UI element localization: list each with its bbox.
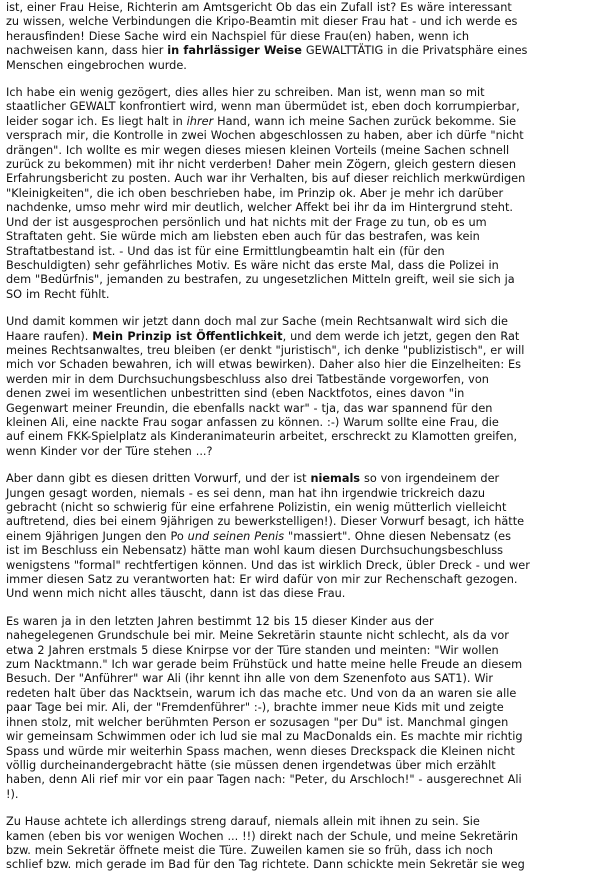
text-line [6, 100, 600, 114]
paragraph [6, 815, 600, 873]
text-run: Spass und würde mir weiterhin Spass machen, wenn dieses Dreckspack die Kleinen nicht [6, 744, 515, 758]
text-run: nahegelegenen Grundschule bei mir. Meine Sekretärin staunte nicht schlecht, als da vor [6, 629, 509, 643]
text-line [6, 472, 600, 486]
text-line [6, 445, 600, 459]
text-run: etwa 2 Jahren erstmals 5 diese Knirpse vor der Türe standen und meinten: "Wir wollen [6, 643, 499, 657]
text-line [6, 515, 600, 529]
text-line [6, 644, 600, 658]
text-line [6, 115, 600, 129]
text-run: werden mir in dem Durchsuchungsbeschluss also drei Tatbestände vorgeworfen, von [6, 372, 489, 386]
text-run: !). [6, 787, 19, 801]
text-line [6, 201, 600, 215]
text-run: gebracht (nicht so schwierig für eine erfahrene Polizistin, ein wenig mütterlich vielleicht [6, 501, 507, 514]
text-run: versprach mir, die Kontrolle in zwei Wochen abgeschlossen zu haben, aber ich dürfe "nicht [6, 129, 524, 143]
text-run: Hand, wann ich meine Sachen zurück bekomme. Sie [213, 114, 517, 128]
paragraph [6, 472, 600, 602]
text-line [6, 788, 600, 802]
text-run: einem 9jährigen Jungen den Po [6, 529, 188, 543]
text-line [6, 701, 600, 715]
text-run: GEWALTTÄTIG in die Privatsphäre eines [301, 44, 528, 58]
text-run: Besuch. Der "Anführer" war Ali (ihr kennt ihn alle von dem Szenenfoto aus SAT1). Wir [6, 672, 494, 686]
text-line [6, 658, 600, 672]
text-line [6, 358, 600, 372]
text-line [6, 487, 600, 501]
text-run: Straftaten geht. Sie würde mich am liebsten eben auch für das bestrafen, was kein [6, 230, 480, 244]
text-line [6, 559, 600, 573]
text-run: völlig durcheinandergebracht hätte (sie müssen denen irgendetwas über mich erzählt [6, 758, 496, 772]
text-run: redeten halt über das Nacktsein, warum ich das mache etc. Und von da an waren sie alle [6, 686, 517, 700]
text-run: nachweisen kann, dass hier [6, 44, 168, 58]
text-line [6, 288, 600, 302]
text-line [6, 30, 600, 44]
text-run: Es waren ja in den letzten Jahren bestimmt 12 bis 15 dieser Kinder aus der [6, 614, 434, 628]
text-run: auf einem FKK-Spielplatz als Kinderanimateurin arbeitet, erschreckt zu Klamotten greifen, [6, 430, 518, 444]
text-line [6, 245, 600, 259]
text-line [6, 158, 600, 172]
text-line [6, 629, 600, 643]
text-run: Aber dann gibt es diesen dritten Vorwurf, und der ist [6, 472, 311, 486]
text-run: meines Rechtsanwaltes, treu bleiben (er denkt "juristisch", ich denke "publizistisch", er will [6, 343, 525, 357]
text-run: Und wenn mich nicht alles täuscht, dann ist das diese Frau. [6, 587, 346, 601]
text-line [6, 687, 600, 701]
text-line [6, 745, 600, 759]
bold-text: niemals [310, 472, 361, 486]
text-run: wenigstens "formal" rechtfertigen können. Und das ist wirklich Dreck, übler Dreck - und wer [6, 558, 530, 572]
text-run: auftretend, dies bei einem 9jährigen zu bewerkstelligen!). Dieser Vorwurf besagt, ich hätte [6, 515, 525, 529]
text-run: Haare raufen). [6, 329, 93, 343]
text-run: Menschen eingebrochen wurde. [6, 58, 187, 72]
text-line [6, 373, 600, 387]
text-line [6, 501, 600, 515]
text-run: zu wissen, welche Verbindungen die Kripo-Beamtin mit dieser Frau hat - und ich werde es [6, 15, 518, 29]
text-line [6, 315, 600, 329]
text-line [6, 587, 600, 601]
paragraph [6, 615, 600, 802]
text-line [6, 844, 600, 858]
italic-text: ihrer [186, 114, 214, 128]
text-run: wenn Kinder vor der Türe stehen ...? [6, 444, 213, 458]
text-line [6, 544, 600, 558]
text-line [6, 815, 600, 829]
paragraph [6, 1, 600, 73]
text-line [6, 730, 600, 744]
text-run: schlief bzw. mich gerade im Bad für den Tag richtete. Dann schickte mein Sekretär sie weg [6, 858, 525, 872]
text-line [6, 129, 600, 143]
text-run: , und dem werde ich jetzt, gegen den Rat [282, 329, 520, 343]
text-line [6, 15, 600, 29]
text-line [6, 430, 600, 444]
text-run: Gegenwart meiner Freundin, die ebenfalls nackt war" - tja, das war spannend für den [6, 401, 493, 415]
text-line [6, 573, 600, 587]
bold-text: in fahrlässiger Weise [167, 44, 302, 58]
text-line [6, 344, 600, 358]
text-run: kleinen Ali, eine nackte Frau sogar anfassen zu können. :-) Warum sollte eine Frau, die [6, 415, 499, 429]
text-line [6, 144, 600, 158]
text-run: ist im Beschluss ein Nebensatz) hätte man wohl kaum diesen Durchsuchungsbeschluss [6, 544, 504, 558]
text-run: "Kleinigkeiten", die ich oben beschrieben habe, im Prinzip ok. Aber je mehr ich darüber [6, 186, 504, 200]
text-line [6, 330, 600, 344]
text-run: Und der ist ausgesprochen persönlich und hat nichts mit der Frage zu tun, ob es um [6, 215, 487, 229]
text-run: leider sogar ich. Es liegt halt in [6, 114, 187, 128]
text-line [6, 402, 600, 416]
text-run: dem "Bedürfnis", jemanden zu bestrafen, zu ungesetzlichen Mitteln greift, weil sie sich ja [6, 273, 515, 287]
text-run: wir gemeinsam Schwimmen oder ich lud sie mal zu MacDonalds ein. Es machte mir richtig [6, 730, 523, 744]
text-line [6, 273, 600, 287]
text-line [6, 172, 600, 186]
text-line [6, 44, 600, 58]
text-line [6, 773, 600, 787]
text-line [6, 858, 600, 872]
italic-text: und seinen Penis [187, 529, 285, 543]
text-line [6, 830, 600, 844]
text-line [6, 672, 600, 686]
text-run: SO im Recht fühlt. [6, 287, 110, 301]
text-line [6, 416, 600, 430]
text-run: Beschuldigten) sehr gefährliches Motiv. Es wäre nicht das erste Mal, dass die Polizei in [6, 258, 499, 272]
text-run: herausfinden! Diese Sache wird ein Nachspiel für diese Frau(en) haben, wenn ich [6, 29, 470, 43]
bold-text: Mein Prinzip ist Öffentlichkeit [92, 329, 283, 343]
text-run: mich vor Schaden bewahren, ich will etwas bewirken). Daher also hier die Einzelheiten: Es [6, 358, 522, 372]
text-run: Straftatbestand ist. - Und das ist für eine Ermittlungbeamtin halt ein (für den [6, 244, 445, 258]
text-run: denen zwei im wesentlichen unbestritten sind (eben Nacktfotos, eines davon "in [6, 387, 465, 401]
text-line [6, 387, 600, 401]
text-run: staatlicher GEWALT konfrontiert wird, wenn man übermüdet ist, eben doch korrumpierbar, [6, 100, 520, 114]
text-run: zum Nacktmann." Ich war gerade beim Frühstück und hatte meine helle Freude an diesem [6, 658, 523, 672]
text-line [6, 1, 600, 15]
text-line [6, 759, 600, 773]
text-line [6, 230, 600, 244]
text-run: Jungen gesagt worden, niemals - es sei denn, man hat ihn irgendwie trickreich dazu [6, 486, 486, 500]
text-line [6, 216, 600, 230]
text-run: Erfahrungsbericht zu posten. Auch war ihr Verhalten, bis auf dieser reichlich merkwürdigen [6, 172, 526, 186]
text-run: Ich habe ein wenig gezögert, dies alles hier zu schreiben. Man ist, wenn man so mit [6, 86, 485, 100]
text-run: ihnen stolz, mit welcher berühmten Person er sozusagen "per Du" ist. Manchmal gingen [6, 715, 509, 729]
text-line [6, 615, 600, 629]
text-line [6, 530, 600, 544]
text-run: Zu Hause achtete ich allerdings streng darauf, niemals allein mit ihnen zu sein. Sie [6, 815, 480, 829]
text-line [6, 259, 600, 273]
text-run: haben, denn Ali rief mir vor ein paar Tagen nach: "Peter, du Arschloch!" - ausgerechnet Ali [6, 773, 522, 787]
text-run: Und damit kommen wir jetzt dann doch mal zur Sache (mein Rechtsanwalt wird sich die [6, 315, 508, 329]
text-run: bzw. mein Sekretär öffnete meist die Türe. Zuweilen kamen sie so früh, dass ich noch [6, 843, 493, 857]
text-run: zurück zu bekommen) mit ihr nicht verderben! Daher mein Zögern, gleich gestern diesen [6, 158, 517, 172]
paragraph [6, 86, 600, 302]
text-line [6, 59, 600, 73]
text-run: so von irgendeinem der [360, 472, 500, 486]
text-run: nachdenke, umso mehr wird mir deutlich, welcher Affekt bei ihr da im Hintergrund steht. [6, 201, 513, 215]
text-run: immer diesen Satz zu verantworten hat: Er wird dafür von mir zur Rechenschaft gezogen. [6, 573, 518, 587]
paragraph [6, 315, 600, 459]
text-run: ist, einer Frau Heise, Richterin am Amtsgericht Ob das ein Zufall ist? Es wäre interessant [6, 1, 512, 14]
text-line [6, 187, 600, 201]
text-run: drängen". Ich wollte es mir wegen dieses miesen kleinen Vorteils (meine Sachen schnell [6, 143, 510, 157]
text-run: kamen (eben bis vor wenigen Wochen ... !!) direkt nach der Schule, und meine Sekretärin [6, 829, 519, 843]
text-run: paar Tage bei mir. Ali, der "Fremdenführer" :-), brachte immer neue Kids mit und zeigte [6, 701, 504, 715]
text-run: "massiert". Ohne diesen Nebensatz (es [284, 529, 511, 543]
text-line [6, 86, 600, 100]
text-line [6, 716, 600, 730]
